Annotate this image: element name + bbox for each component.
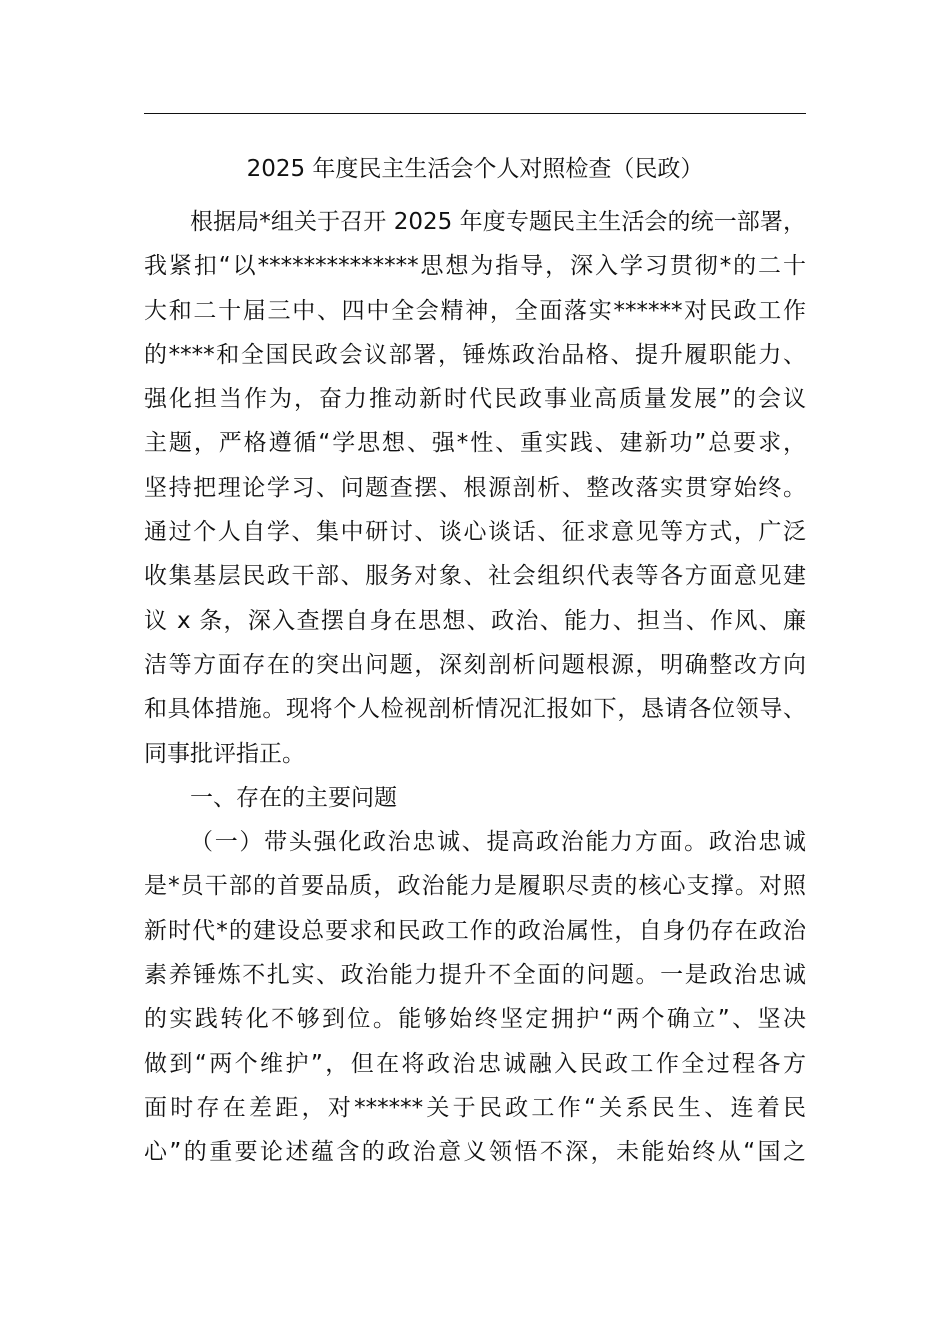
paragraph-line: 新时代*的建设总要求和民政工作的政治属性，自身仍存在政治 [144,917,806,944]
paragraph-line: 收集基层民政干部、服务对象、社会组织代表等各方面意见建 [144,563,806,590]
paragraph-line: 心”的重要论述蕴含的政治意义领悟不深，未能始终从“国之 [144,1139,806,1166]
paragraph-line: 强化担当作为，奋力推动新时代民政事业高质量发展”的会议 [144,386,806,413]
paragraph-line: 同事批评指正。 [144,740,305,767]
paragraph-line: 的实践转化不够到位。能够始终坚定拥护“两个确立”、坚决 [144,1006,806,1033]
document-body [144,200,806,1175]
paragraph-line: 根据局*组关于召开 2025 年度专题民主生活会的统一部署， [190,209,806,235]
paragraph-line: 做到“两个维护”，但在将政治忠诚融入民政工作全过程各方 [144,1050,806,1077]
paragraph-line: 我紧扣“以**************思想为指导，深入学习贯彻*的二十 [144,253,806,280]
paragraph-line: 和具体措施。现将个人检视剖析情况汇报如下，恳请各位领导、 [144,696,806,723]
paragraph-line: 大和二十届三中、四中全会精神，全面落实******对民政工作 [144,297,806,324]
paragraph-line: 洁等方面存在的突出问题，深刻剖析问题根源，明确整改方向 [144,651,806,678]
paragraph-line: 坚持把理论学习、问题查摆、根源剖析、整改落实贯穿始终。 [144,474,806,501]
paragraph-line: 议 x 条，深入查摆自身在思想、政治、能力、担当、作风、廉 [144,607,806,634]
section-heading: 一、存在的主要问题 [190,784,397,811]
paragraph-line: 素养锤炼不扎实、政治能力提升不全面的问题。一是政治忠诚 [144,962,806,989]
paragraph-line: 主题，严格遵循“学思想、强*性、重实践、建新功”总要求， [144,430,806,457]
paragraph-line: 是*员干部的首要品质，政治能力是履职尽责的核心支撑。对照 [144,873,806,900]
paragraph-line: 通过个人自学、集中研讨、谈心谈话、征求意见等方式，广泛 [144,519,806,546]
paragraph-line: 的****和全国民政会议部署，锤炼政治品格、提升履职能力、 [144,341,806,368]
header-rule [144,113,806,114]
subsection-line: （一）带头强化政治忠诚、提高政治能力方面。政治忠诚 [190,829,806,856]
paragraph-line: 面时存在差距，对******关于民政工作“关系民生、连着民 [144,1094,806,1121]
document-title: 2025 年度民主生活会个人对照检查（民政） [246,156,704,182]
